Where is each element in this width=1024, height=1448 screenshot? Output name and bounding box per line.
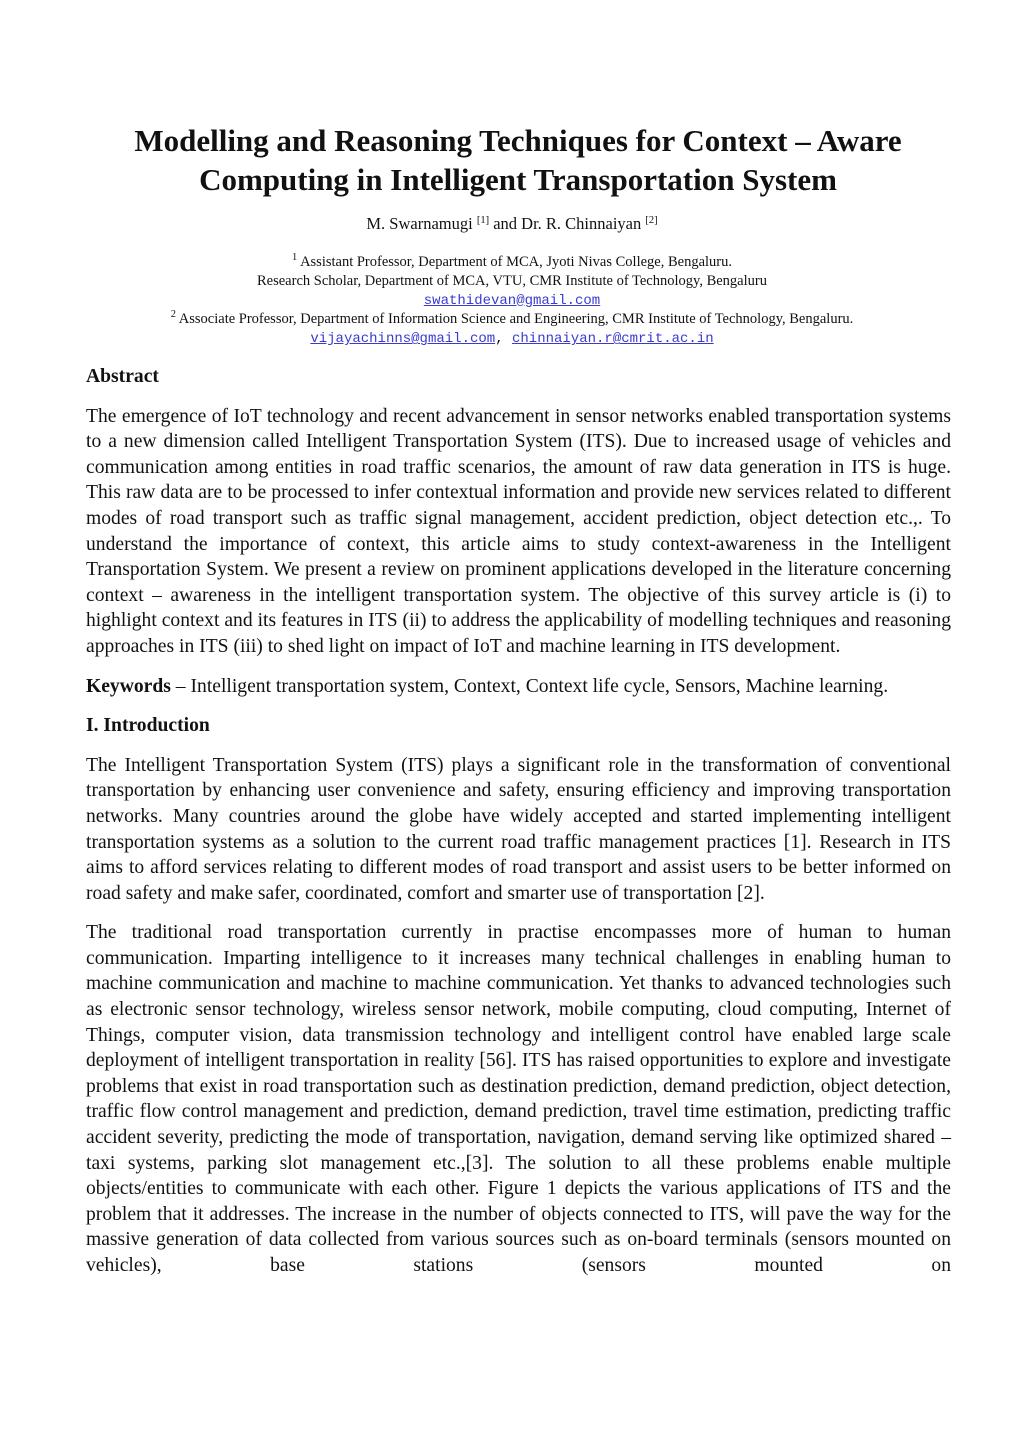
paper-title bbox=[60, 122, 976, 199]
author-2-ref: [2] bbox=[645, 215, 658, 226]
abstract-text: The emergence of IoT technology and recent advancement in sensor networks enabled transportation systems to a new dimension called Intelligent Transportation System (ITS). Due to increased usage of vehicles and communication among entities in road traffic scenarios, the amount of raw data generation in ITS is huge. This raw data are to be processed to infer contextual information and provide new services related to different modes of road transport such as traffic signal management, accident prediction, object detection etc.,. To understand the importance of context, this article aims to study context-awareness in the Intelligent Transportation System. We present a review on prominent applications developed in the literature concerning context – awareness in the intelligent transportation system. The objective of this survey article is (i) to highlight context and its features in ITS (ii) to address the applicability of modelling techniques and reasoning approaches in ITS (iii) to shed light on impact of IoT and machine learning in ITS development. bbox=[86, 405, 951, 657]
keywords bbox=[86, 674, 951, 700]
affil-number: 2 bbox=[170, 309, 176, 321]
email-link[interactable]: chinnaiyan.r@cmrit.ac.in bbox=[512, 331, 714, 348]
keywords-text: – Intelligent transportation system, Context, Context life cycle, Sensors, Machine learning. bbox=[170, 675, 889, 697]
keywords-label: Keywords bbox=[86, 675, 171, 697]
separator: , bbox=[495, 331, 512, 348]
paragraph: The Intelligent Transportation System (ITS) plays a significant role in the transformation of conventional transportation by enhancing user convenience and safety, ensuring efficiency and improving transportation networks. Many countries around the globe have widely accepted and started implementing intelligent transportation systems as a solution to the current road traffic management practices [1]. Research in ITS aims to afford services relating to different modes of road transport and assist users to be better informed on road safety and make safer, coordinated, comfort and smarter use of transportation [2]. bbox=[86, 754, 951, 904]
author-1: M. Swarnamugi bbox=[366, 214, 473, 233]
authors bbox=[0, 214, 1024, 234]
section-heading: I. Introduction bbox=[86, 715, 210, 737]
affil-number: 1 bbox=[291, 252, 298, 263]
affiliation-1: Assistant Professor, Department of MCA, Jyoti Nivas College, Bengaluru. bbox=[300, 254, 733, 270]
paragraph: The traditional road transportation currently in practise encompasses more of human to human communication. Imparting intelligence to it increases many technical challenges in enabling human to machine communication and machine to machine communication. Yet thanks to advanced technologies such as electronic sensor technology, wireless sensor network, mobile computing, cloud computing, Internet of Things, computer vision, data transmission technology and intelligent control have enabled large scale deployment of intelligent transportation in reality [56]. ITS has raised opportunities to explore and investigate problems that exist in road transportation such as destination prediction, demand prediction, object detection, traffic flow control management and prediction, demand prediction, travel time estimation, predicting traffic accident severity, predicting the mode of transportation, navigation, demand serving like optimized shared – taxi systems, parking slot management etc.,[3]. The solution to all these problems enable multiple objects/entities to communicate with each other. Figure 1 depicts the various applications of ITS and the problem that it addresses. The increase in the number of objects connected to ITS, will pave the way for the massive generation of data collected from various sources such as on-board terminals (sensors mounted on vehicles), base stations (sensors mounted on bbox=[86, 922, 951, 1276]
author-2: and Dr. R. Chinnaiyan bbox=[493, 214, 642, 233]
title-line: Computing in Intelligent Transportation System bbox=[199, 161, 837, 197]
abstract-heading: Abstract bbox=[86, 366, 159, 387]
author-1-ref: [1] bbox=[476, 215, 490, 226]
title-line: Modelling and Reasoning Techniques for Context – Aware bbox=[134, 123, 902, 158]
affiliation-1b: Research Scholar, Department of MCA, VTU, CMR Institute of Technology, Bengaluru bbox=[257, 272, 767, 289]
affiliations bbox=[0, 253, 1024, 349]
affiliation-2: Associate Professor, Department of Information Science and Engineering, CMR Institute of Technology, Bengaluru. bbox=[178, 311, 854, 328]
email-link[interactable]: vijayachinns@gmail.com bbox=[310, 331, 496, 348]
paper-body bbox=[86, 364, 951, 1293]
email-link[interactable]: swathidevan@gmail.com bbox=[423, 292, 601, 309]
